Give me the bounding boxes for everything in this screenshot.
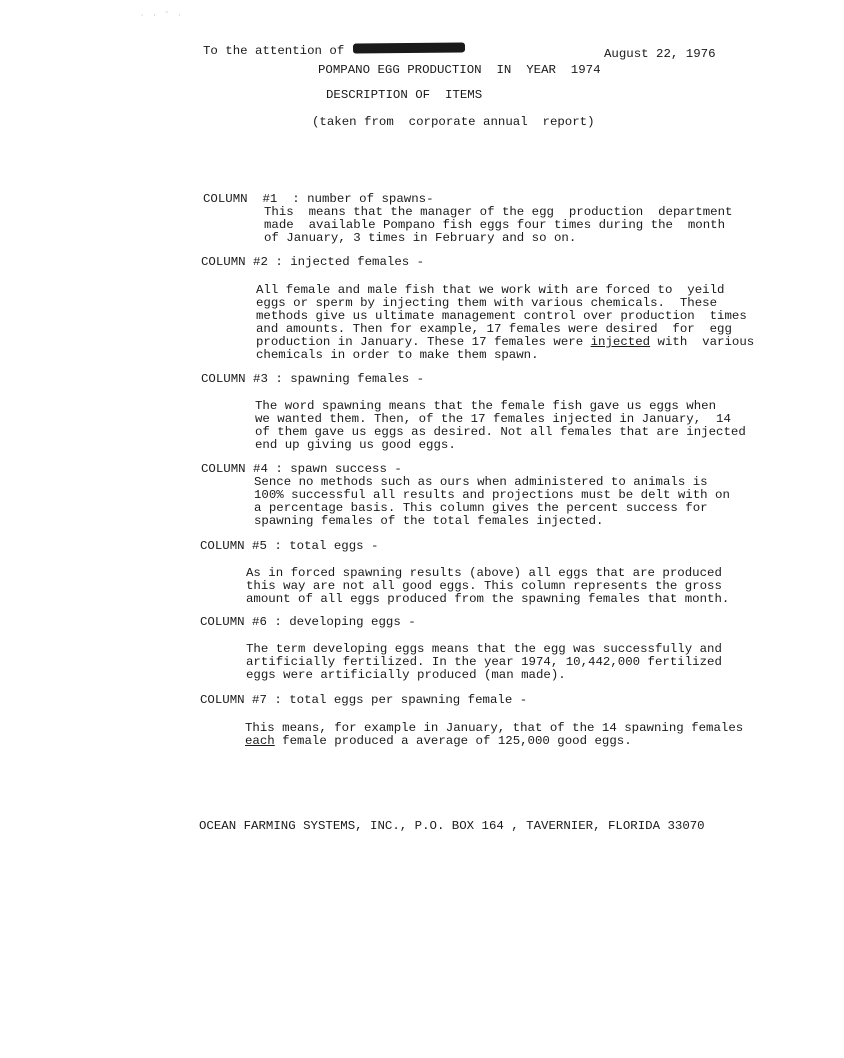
letter-date: August 22, 1976 [604, 47, 716, 61]
column-2-text: All female and male fish that we work with are forced to yeild eggs or sperm by injecting them with various chemicals. These methods give us ultimate management control over production times and amounts. Then for example, 17 females were desired for egg production in January. These 17 females were injected with various chemicals in order to make them spawn. [256, 283, 755, 362]
source-note: (taken from corporate annual report) [312, 115, 595, 129]
column-3-heading: COLUMN #3 : spawning females - [201, 372, 425, 386]
column-5-heading: COLUMN #5 : total eggs - [200, 539, 379, 553]
column-7-text: This means, for example in January, that of the 14 spawning females each female produced a average of 125,000 good eggs. [245, 721, 744, 748]
column-4-text: Sence no methods such as ours when administered to animals is 100% successful all results and projections must be delt with on a percentage basis. This column gives the percent success for spawning females of the total females injected. [254, 475, 730, 528]
column-4-heading: COLUMN #4 : spawn success - [201, 462, 402, 476]
column-5-text: As in forced spawning results (above) all eggs that are produced this way are not all good eggs. This column represents the gross amount of all eggs produced from the spawning females that month. [246, 566, 730, 606]
document-title: POMPANO EGG PRODUCTION IN YEAR 1974 [318, 63, 601, 77]
column-7-heading: COLUMN #7 : total eggs per spawning female - [200, 693, 528, 707]
column-6-heading: COLUMN #6 : developing eggs - [200, 615, 416, 629]
column-1-heading: COLUMN #1 : number of spawns- [203, 192, 434, 206]
column-6-text: The term developing eggs means that the egg was successfully and artificially fertilized. In the year 1974, 10,442,000 fertilized eggs were artificially produced (man made). [246, 642, 722, 682]
redacted-name [353, 42, 465, 53]
column-3-text: The word spawning means that the female fish gave us eggs when we wanted them. Then, of the 17 females injected in January, 14 of them gave us eggs as desired. Not all females that are injected end up giving us good eggs. [255, 399, 746, 452]
scan-mark: · · ˜ · [140, 12, 184, 20]
column-1-text: This means that the manager of the egg production department made available Pompano fish eggs four times during the month of January, 3 times in February and so on. [264, 205, 733, 245]
company-footer: OCEAN FARMING SYSTEMS, INC., P.O. BOX 164 , TAVERNIER, FLORIDA 33070 [199, 819, 705, 833]
document-subtitle: DESCRIPTION OF ITEMS [326, 88, 483, 102]
attention-line: To the attention of [203, 44, 345, 58]
column-2-heading: COLUMN #2 : injected females - [201, 255, 425, 269]
